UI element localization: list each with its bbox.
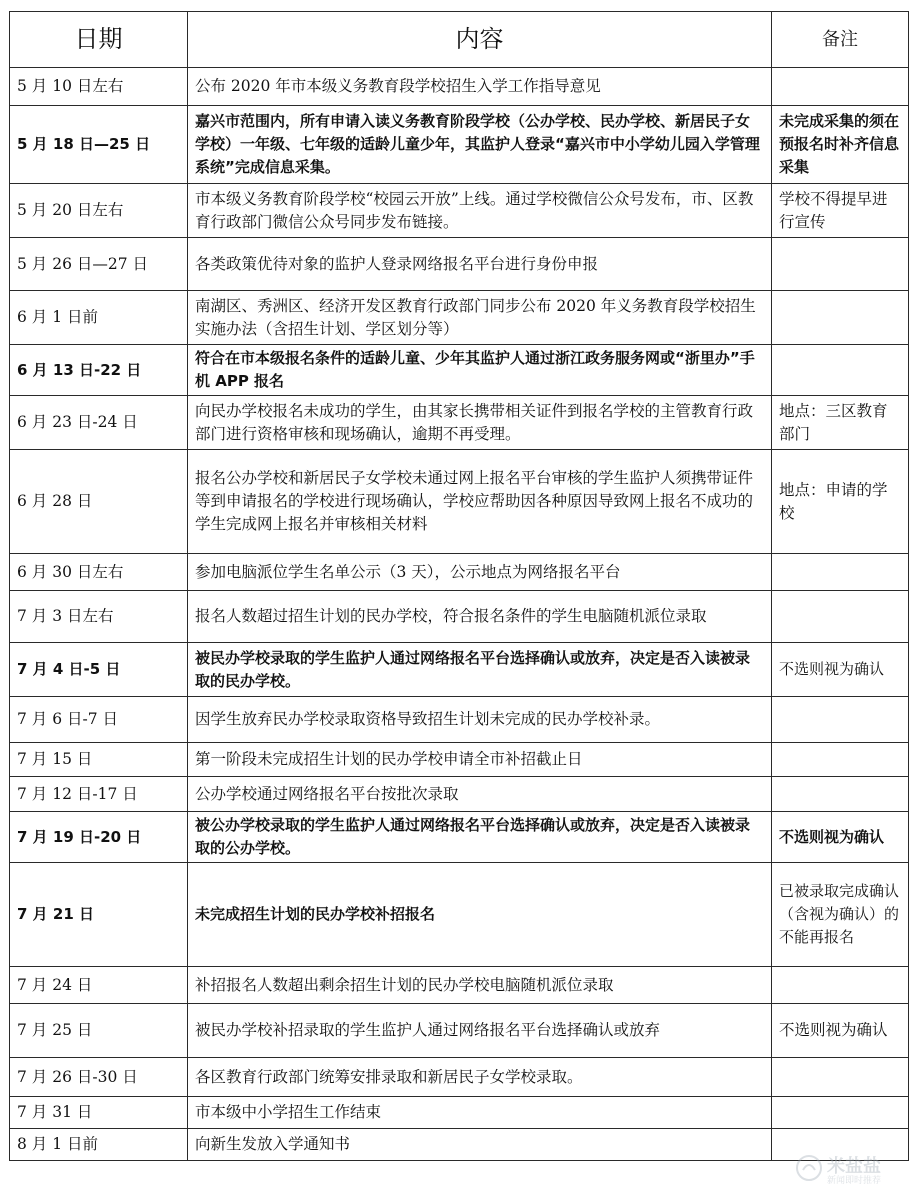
row-date: 7 月 3 日左右 [10,591,188,643]
row-date: 7 月 15 日 [10,743,188,777]
row-note [772,291,909,345]
row-note [772,1097,909,1129]
table-row [10,450,909,554]
row-content: 各类政策优待对象的监护人登录网络报名平台进行身份申报 [188,238,772,291]
row-content: 公布 2020 年市本级义务教育段学校招生入学工作指导意见 [188,68,772,106]
header-note: 备注 [772,12,909,68]
row-content: 报名公办学校和新居民子女学校未通过网上报名平台审核的学生监护人须携带证件等到申请报名的学校进行现场确认，学校应帮助因各种原因导致网上报名不成功的学生完成网上报名并审核相关材料 [188,450,772,554]
row-content: 参加电脑派位学生名单公示（3 天），公示地点为网络报名平台 [188,554,772,591]
schedule-table [9,11,909,1161]
table-row [10,1004,909,1058]
table-row [10,812,909,863]
table-row [10,554,909,591]
row-date: 7 月 31 日 [10,1097,188,1129]
watermark [795,1152,905,1186]
row-date: 8 月 1 日前 [10,1129,188,1161]
row-date: 7 月 24 日 [10,967,188,1004]
row-note [772,345,909,396]
row-note [772,238,909,291]
row-note: 地点：三区教育部门 [772,396,909,450]
row-date: 7 月 26 日-30 日 [10,1058,188,1097]
watermark-text: 米盐盐 [827,1156,881,1177]
row-content: 被民办学校补招录取的学生监护人通过网络报名平台选择确认或放弃 [188,1004,772,1058]
table-row [10,106,909,184]
row-content: 南湖区、秀洲区、经济开发区教育行政部门同步公布 2020 年义务教育段学校招生实施办法（含招生计划、学区划分等） [188,291,772,345]
row-note [772,697,909,743]
table-row [10,291,909,345]
row-date: 5 月 18 日—25 日 [10,106,188,184]
row-date: 5 月 10 日左右 [10,68,188,106]
table-row [10,396,909,450]
row-note [772,1058,909,1097]
table-row [10,591,909,643]
watermark-logo-icon [795,1154,823,1182]
row-content: 市本级中小学招生工作结束 [188,1097,772,1129]
row-date: 7 月 25 日 [10,1004,188,1058]
header-content: 内容 [188,12,772,68]
table-row [10,863,909,967]
row-content: 市本级义务教育阶段学校“校园云开放”上线。通过学校微信公众号发布，市、区教育行政部门微信公众号同步发布链接。 [188,184,772,238]
row-date: 7 月 4 日-5 日 [10,643,188,697]
row-content: 向民办学校报名未成功的学生，由其家长携带相关证件到报名学校的主管教育行政部门进行资格审核和现场确认，逾期不再受理。 [188,396,772,450]
row-note [772,777,909,812]
row-date: 6 月 28 日 [10,450,188,554]
row-note [772,554,909,591]
row-content: 符合在市本级报名条件的适龄儿童、少年其监护人通过浙江政务服务网或“浙里办”手机 APP 报名 [188,345,772,396]
row-note [772,68,909,106]
table-row [10,777,909,812]
row-note: 地点：申请的学校 [772,450,909,554]
row-content: 各区教育行政部门统筹安排录取和新居民子女学校录取。 [188,1058,772,1097]
table-row [10,697,909,743]
row-date: 5 月 20 日左右 [10,184,188,238]
row-content: 第一阶段未完成招生计划的民办学校申请全市补招截止日 [188,743,772,777]
table-row [10,184,909,238]
row-note: 已被录取完成确认（含视为确认）的不能再报名 [772,863,909,967]
row-date: 6 月 1 日前 [10,291,188,345]
row-date: 7 月 6 日-7 日 [10,697,188,743]
row-date: 7 月 21 日 [10,863,188,967]
table-header-row [10,12,909,68]
row-date: 7 月 19 日-20 日 [10,812,188,863]
row-note [772,743,909,777]
header-date: 日期 [10,12,188,68]
row-content: 向新生发放入学通知书 [188,1129,772,1161]
row-note [772,591,909,643]
table-row [10,967,909,1004]
row-content: 嘉兴市范围内，所有申请入读义务教育阶段学校（公办学校、民办学校、新居民子女学校）一年级、七年级的适龄儿童少年，其监护人登录“嘉兴市中小学幼儿园入学管理系统”完成信息采集。 [188,106,772,184]
row-date: 6 月 23 日-24 日 [10,396,188,450]
row-date: 6 月 30 日左右 [10,554,188,591]
watermark-subtext: 新闻即时推荐 [827,1176,882,1186]
row-content: 补招报名人数超出剩余招生计划的民办学校电脑随机派位录取 [188,967,772,1004]
table-row [10,238,909,291]
row-content: 因学生放弃民办学校录取资格导致招生计划未完成的民办学校补录。 [188,697,772,743]
row-content: 被民办学校录取的学生监护人通过网络报名平台选择确认或放弃，决定是否入读被录取的民办学校。 [188,643,772,697]
row-note: 不选则视为确认 [772,1004,909,1058]
table-row [10,1129,909,1161]
row-date: 6 月 13 日-22 日 [10,345,188,396]
row-note: 不选则视为确认 [772,643,909,697]
table-row [10,68,909,106]
table-body [10,68,909,1161]
row-note: 学校不得提早进行宣传 [772,184,909,238]
table-row [10,1058,909,1097]
table-row [10,643,909,697]
table-row [10,345,909,396]
table-row [10,1097,909,1129]
row-note: 不选则视为确认 [772,812,909,863]
row-note: 未完成采集的须在预报名时补齐信息采集 [772,106,909,184]
row-note [772,967,909,1004]
row-content: 被公办学校录取的学生监护人通过网络报名平台选择确认或放弃，决定是否入读被录取的公办学校。 [188,812,772,863]
row-content: 未完成招生计划的民办学校补招报名 [188,863,772,967]
row-content: 报名人数超过招生计划的民办学校，符合报名条件的学生电脑随机派位录取 [188,591,772,643]
table-row [10,743,909,777]
row-date: 7 月 12 日-17 日 [10,777,188,812]
row-date: 5 月 26 日—27 日 [10,238,188,291]
row-content: 公办学校通过网络报名平台按批次录取 [188,777,772,812]
